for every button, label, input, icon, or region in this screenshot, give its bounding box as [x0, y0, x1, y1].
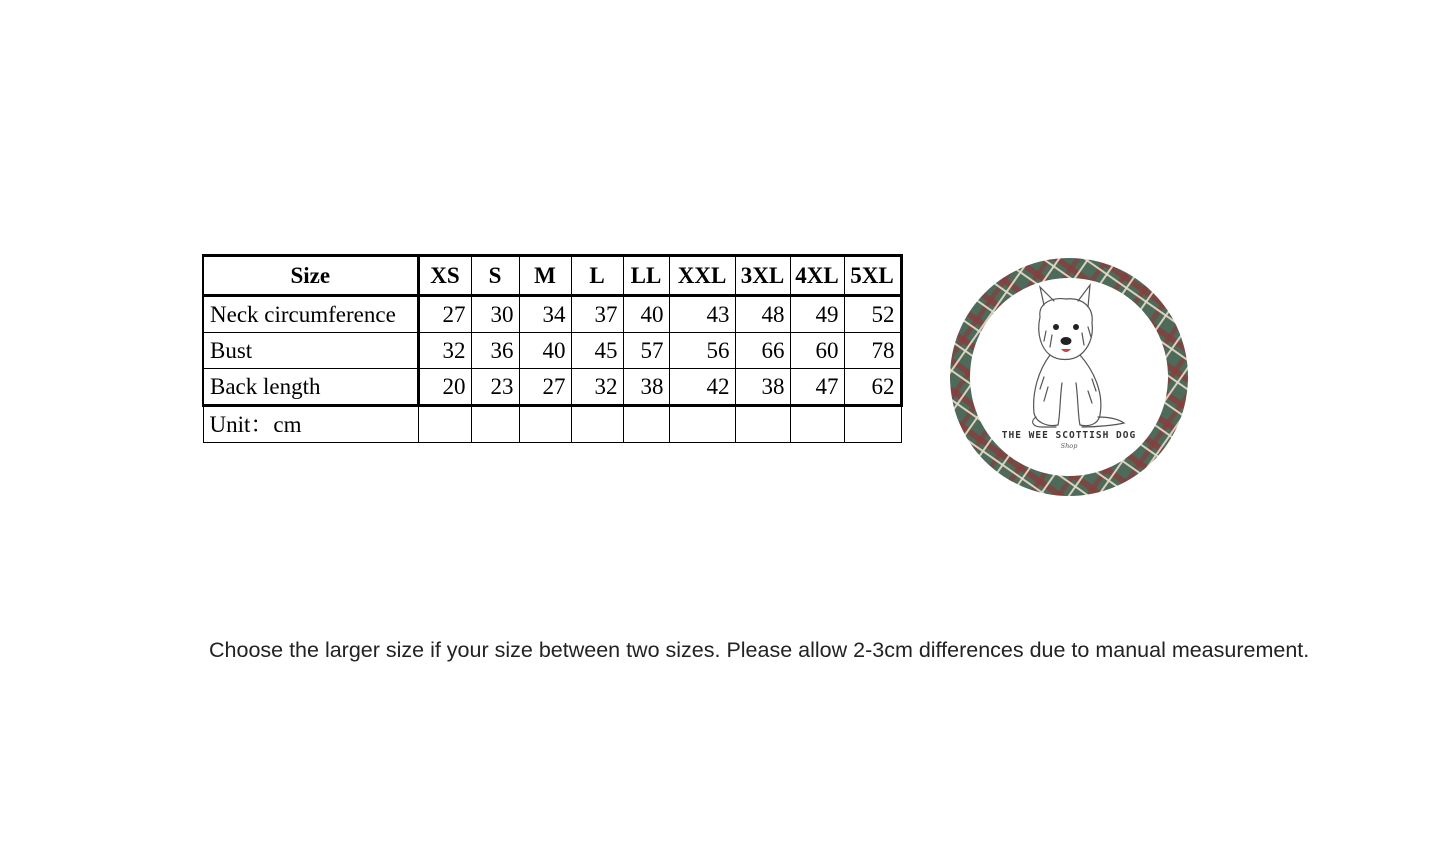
table-cell: 43	[669, 296, 735, 333]
table-cell: 32	[571, 369, 623, 406]
table-cell: 32	[418, 333, 471, 369]
size-header: Size	[203, 256, 418, 296]
size-col-header: M	[519, 256, 571, 296]
table-cell: 27	[418, 296, 471, 333]
empty-cell	[790, 406, 844, 443]
table-row	[203, 296, 901, 333]
table-cell: 45	[571, 333, 623, 369]
table-cell: 60	[790, 333, 844, 369]
table-row	[203, 369, 901, 406]
empty-cell	[471, 406, 519, 443]
table-cell: 30	[471, 296, 519, 333]
table-row	[203, 333, 901, 369]
size-col-header: 3XL	[735, 256, 790, 296]
empty-cell	[735, 406, 790, 443]
table-cell: 27	[519, 369, 571, 406]
logo-shop-text: Shop	[1060, 442, 1078, 450]
table-cell: 62	[844, 369, 901, 406]
dog-nose	[1061, 337, 1072, 345]
table-cell: 40	[519, 333, 571, 369]
empty-cell	[519, 406, 571, 443]
table-cell: 23	[471, 369, 519, 406]
size-col-header: 5XL	[844, 256, 901, 296]
unit-row	[203, 406, 901, 443]
table-cell: 52	[844, 296, 901, 333]
size-col-header: L	[571, 256, 623, 296]
header-row	[203, 256, 901, 296]
table-cell: 66	[735, 333, 790, 369]
size-col-header: XXL	[669, 256, 735, 296]
size-chart-table	[202, 254, 903, 443]
table-cell: 38	[735, 369, 790, 406]
table-cell: 57	[623, 333, 669, 369]
empty-cell	[571, 406, 623, 443]
row-label: Neck circumference	[203, 296, 418, 333]
table-cell: 20	[418, 369, 471, 406]
logo-brand-text: THE WEE SCOTTISH DOG	[1001, 430, 1137, 441]
size-col-header: 4XL	[790, 256, 844, 296]
sizing-note: Choose the larger size if your size between two sizes. Please allow 2-3cm differences due to manual measurement.	[209, 638, 1310, 662]
empty-cell	[669, 406, 735, 443]
size-col-header: LL	[623, 256, 669, 296]
size-col-header: S	[471, 256, 519, 296]
table-cell: 36	[471, 333, 519, 369]
table-cell: 42	[669, 369, 735, 406]
table-cell: 40	[623, 296, 669, 333]
table-cell: 56	[669, 333, 735, 369]
size-col-header: XS	[418, 256, 471, 296]
empty-cell	[623, 406, 669, 443]
unit-label: Unit：cm	[203, 406, 418, 443]
row-label: Back length	[203, 369, 418, 406]
empty-cell	[418, 406, 471, 443]
table-cell: 47	[790, 369, 844, 406]
table-cell: 38	[623, 369, 669, 406]
empty-cell	[844, 406, 901, 443]
table-cell: 34	[519, 296, 571, 333]
table-cell: 49	[790, 296, 844, 333]
table-cell: 37	[571, 296, 623, 333]
shop-logo	[948, 257, 1190, 497]
table-cell: 78	[844, 333, 901, 369]
table-cell: 48	[735, 296, 790, 333]
dog-eye	[1073, 324, 1079, 330]
dog-eye	[1053, 324, 1059, 330]
row-label: Bust	[203, 333, 418, 369]
